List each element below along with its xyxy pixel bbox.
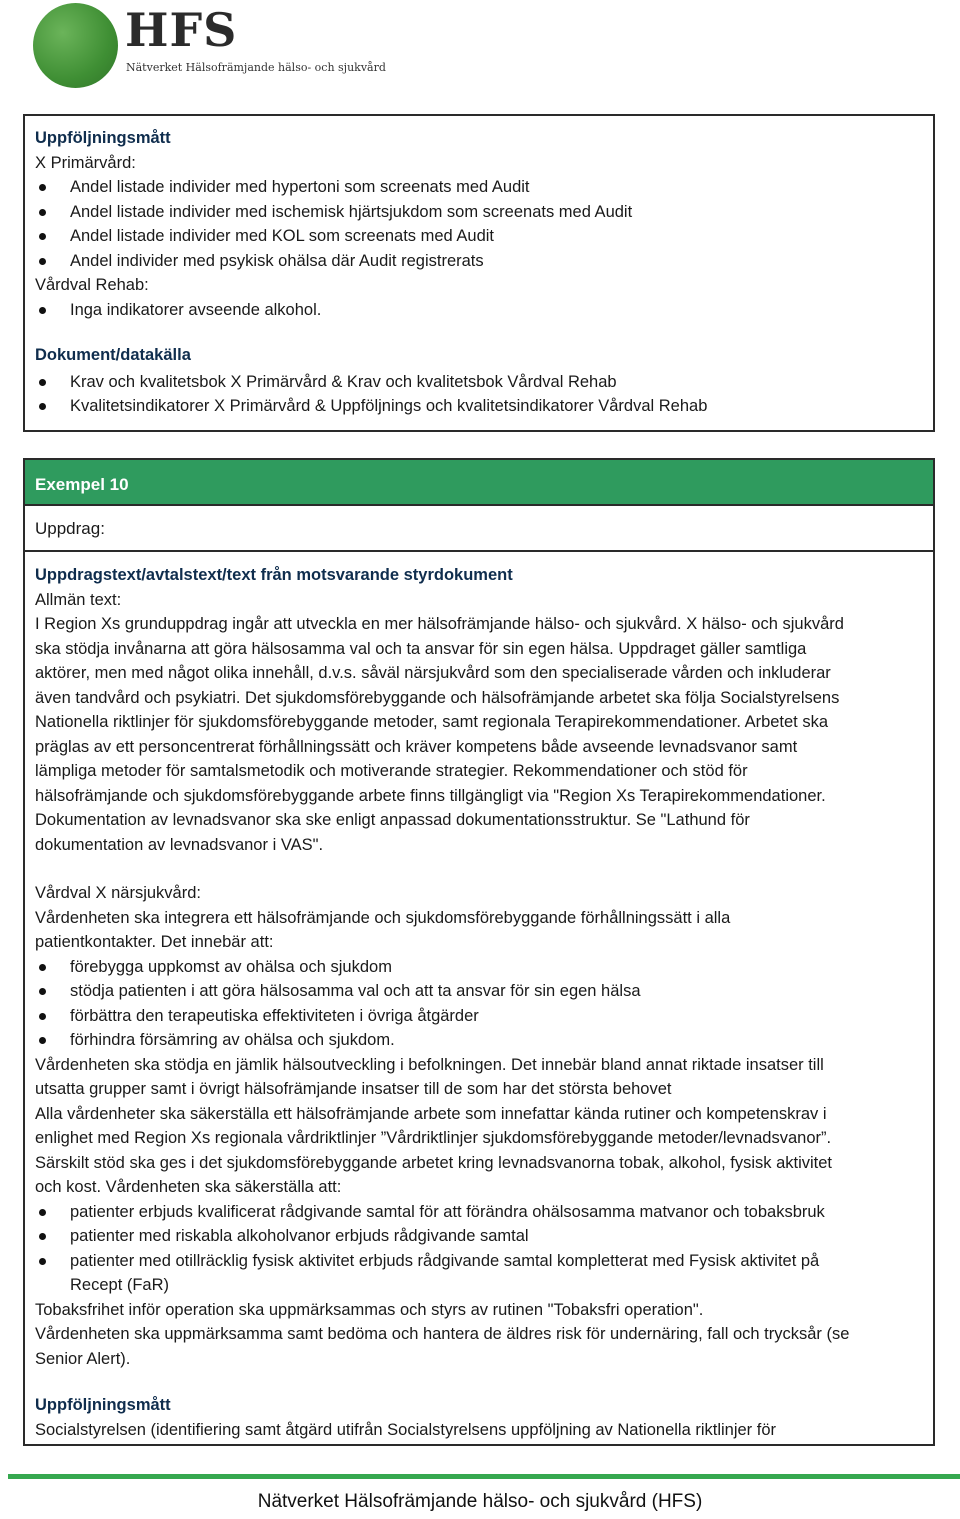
followup-heading: Uppföljningsmått [35,129,171,147]
primarvard-label: X Primärvård: [35,153,136,172]
list-item: Andel listade individer med ischemisk hjärtsjukdom som screenats med Audit [35,200,923,225]
text-line: enlighet med Region Xs regionala vårdriktlinjer ”Vårdriktlinjer sjukdomsförebyggande metoder/levnadsvanor”. [35,1129,832,1147]
footer-text: Nätverket Hälsofrämjande hälso- och sjukvård (HFS) [257,1491,703,1512]
list-item: patienter erbjuds kvalificerat rådgivande samtal för att förändra ohälsosamma matvanor och tobaksbruk [35,1200,923,1225]
text-line: Vårdenheten ska uppmärksamma samt bedöma och hantera de äldres risk för undernäring, fall och trycksår (se [35,1325,850,1343]
text-line: I Region Xs grunduppdrag ingår att utveckla en mer hälsofrämjande hälso- och sjukvård. X hälso- och sjukvård [35,615,844,633]
example-10-box [23,458,935,1446]
text-line: Socialstyrelsen (identifiering samt åtgärd utifrån Socialstyrelsens uppföljning av Nationella riktlinjer för [35,1420,777,1439]
primarvard-list [35,175,923,273]
text-line: även tandvård och psykiatri. Det sjukdomsförebyggande och hälsofrämjande arbetet ska följa Socialstyrelsens [35,688,840,707]
text-line: lämpliga metoder för samtalsmetodik och motiverande strategier. Rekommendationer och stöd för [35,762,748,780]
hfs-logo [33,3,386,89]
list-item: patienter med otillräcklig fysisk aktivitet erbjuds rådgivande samtal kompletterat med Fysisk aktivitet på Recept (FaR) [35,1249,923,1298]
general-text [35,612,923,857]
list-item: stödja patienten i att göra hälsosamma val och att ta ansvar för sin egen hälsa [35,979,923,1004]
text-line: Tobaksfrihet inför operation ska uppmärksammas och styrs av rutinen "Tobaksfri operation". [35,1300,704,1319]
logo-circle-icon [33,3,118,88]
narsjukvard-list [35,955,923,1053]
patient-list [35,1200,923,1298]
list-item: Andel listade individer med KOL som screenats med Audit [35,224,923,249]
text-line: präglas av ett personcentrerat förhållningssätt och kräver kompetens både avseende levnadsvanor samt [35,737,798,756]
text-line: aktörer, men med något olika innehåll, d.v.s. såväl närsjukvård som den specialiserade vården och inkluderar [35,664,831,682]
text-line: och kost. Vårdenheten ska säkerställa att: [35,1178,342,1196]
text-line: Dokumentation av levnadsvanor ska ske enligt anpassad dokumentationsstruktur. Se "Lathund för [35,811,750,829]
text-line: ska stödja invånarna att göra hälsosamma val och ta ansvar för sin egen hälsa. Uppdraget gäller samtliga [35,639,807,658]
general-label: Allmän text: [35,590,122,609]
text-line: Vårdenheten ska stödja en jämlik hälsoutveckling i befolkningen. Det innebär bland annat riktade insatser till [35,1055,824,1074]
list-item: förebygga uppkomst av ohälsa och sjukdom [35,955,923,980]
list-item: patienter med riskabla alkoholvanor erbjuds rådgivande samtal [35,1224,923,1249]
list-item: Andel individer med psykisk ohälsa där Audit registrerats [35,249,923,274]
example-body [25,552,933,1442]
rehab-label: Vårdval Rehab: [35,276,149,294]
text-line: patientkontakter. Det innebär att: [35,933,274,951]
uppdrag-label: Uppdrag: [25,506,933,552]
list-item: Inga indikatorer avseende alkohol. [35,298,923,323]
logo-wordmark: HFS [125,3,238,57]
text-line: hälsofrämjande och sjukdomsförebyggande arbete finns tillgängligt via "Region Xs Terapirekommendationer. [35,786,826,805]
followup-box [23,114,935,432]
list-item: Krav och kvalitetsbok X Primärvård & Krav och kvalitetsbok Vårdval Rehab [35,370,923,395]
list-item: Andel listade individer med hypertoni som screenats med Audit [35,175,923,200]
followup-heading: Uppföljningsmått [35,1396,171,1414]
text-line: Vårdenheten ska integrera ett hälsofrämjande och sjukdomsförebyggande förhållningssätt i alla [35,908,731,927]
source-heading: Dokument/datakälla [35,346,191,364]
narsjukvard-label: Vårdval X närsjukvård: [35,884,201,902]
text-line: Särskilt stöd ska ges i det sjukdomsförebyggande arbetet kring levnadsvanorna tobak, alkohol, fysisk aktivitet [35,1153,833,1172]
example-header: Exempel 10 [25,460,933,506]
text-line: Nationella riktlinjer för sjukdomsförebyggande metoder, samt regionala Terapirekommendationer. Arbetet ska [35,713,829,731]
list-item: förhindra försämring av ohälsa och sjukdom. [35,1028,923,1053]
text-heading: Uppdragstext/avtalstext/text från motsvarande styrdokument [35,566,513,584]
text-line: Senior Alert). [35,1349,131,1368]
footer-divider [8,1474,960,1479]
text-line: Alla vårdenheter ska säkerställa ett hälsofrämjande arbete som innefattar kända rutiner och kompetenskrav i [35,1104,827,1123]
text-line: dokumentation av levnadsvanor i VAS". [35,835,324,854]
logo-subtitle: Nätverket Hälsofrämjande hälso- och sjukvård [126,61,386,74]
list-item: Kvalitetsindikatorer X Primärvård & Uppföljnings och kvalitetsindikatorer Vårdval Rehab [35,394,923,419]
rehab-list [35,298,923,323]
list-item: förbättra den terapeutiska effektiviteten i övriga åtgärder [35,1004,923,1029]
source-list [35,370,923,419]
text-line: utsatta grupper samt i övrigt hälsofrämjande insatser till de som har det största behovet [35,1080,672,1098]
